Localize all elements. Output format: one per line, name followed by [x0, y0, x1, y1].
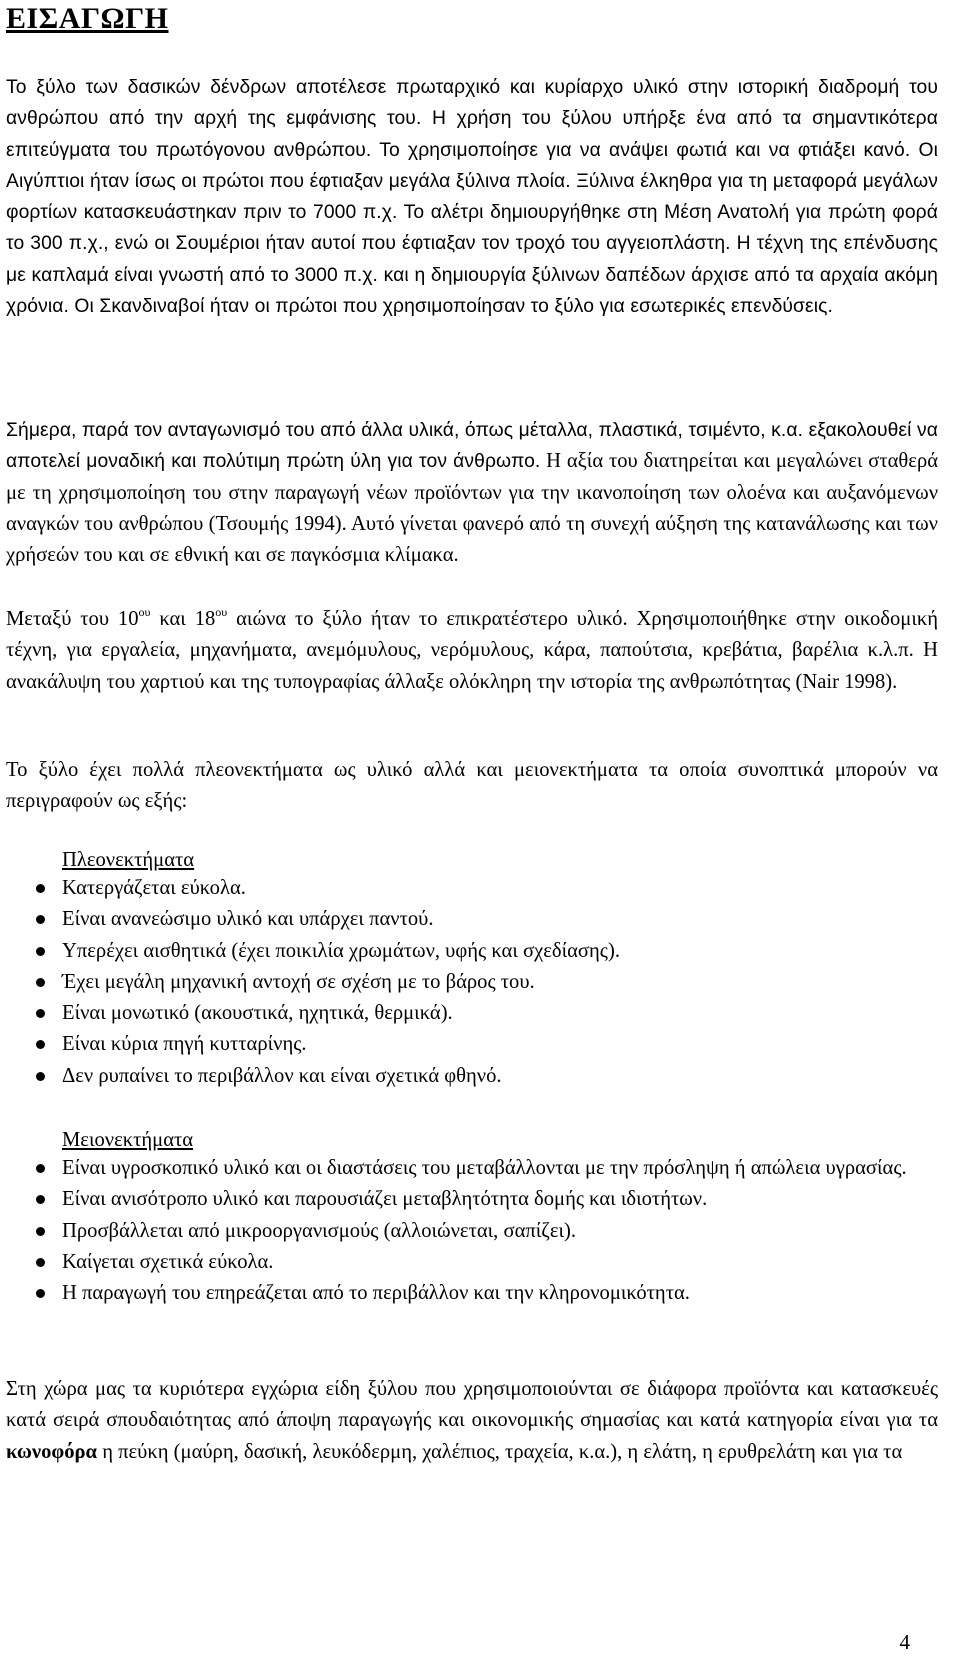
intro-text-2-sans: Σήμερα, παρά τον ανταγωνισμό του από άλλα υλικά, όπως μέταλλα, πλαστικά, τσιμέντο, κ.α. εξακολουθεί να αποτελεί μοναδική και πολύτιμη πρώτη ύλη για τον άνθρωπο.	[6, 420, 938, 473]
closing-pre: Στη χώρα μας τα κυριότερα εγχώρια είδη ξύλου που χρησιμοποιούνται σε διάφορα προϊόντα και κατασκευές κατά σειρά σπουδαιότητας από άποψη παραγωγής και οικονομικής σημασίας και κατά κατηγορία είναι για τα	[6, 1378, 938, 1432]
list-item: Δεν ρυπαίνει το περιβάλλον και είναι σχετικά φθηνό.	[6, 1061, 938, 1092]
summary-paragraph	[6, 755, 938, 818]
history-post: αιώνα το ξύλο ήταν το επικρατέστερο υλικό. Χρησιμοποιήθηκε στην οικοδομική τέχνη, για εργαλεία, μηχανήματα, ανεμόμυλους, νερόμυλους, κάρα, παπούτσια, κρεβάτια, βαρέλια κ.λ.π. Η ανακάλυψη του χαρτιού και της τυπογραφίας άλλαξε ολόκληρη την ιστορία της ανθρωπότητας (Nair 1998).	[6, 608, 939, 693]
history-paragraph	[6, 604, 938, 698]
closing-bold: κωνοφόρα	[6, 1440, 98, 1463]
list-item: Καίγεται σχετικά εύκολα.	[6, 1247, 938, 1278]
list-item: Είναι ανανεώσιμο υλικό και υπάρχει παντού.	[6, 904, 938, 935]
intro-text-1: Το ξύλο των δασικών δένδρων αποτέλεσε πρωταρχικό και κυρίαρχο υλικό στην ιστορική διαδρομή του ανθρώπου από την αρχή της εμφάνισης του. Η χρήση του ξύλου υπήρξε ένα από τα σημαντικότερα επιτεύγματα του πρωτόγονου ανθρώπου. Το χρησιμοποίησε για να ανάψει φωτιά και να φτιάξει κανό. Οι Αιγύπτιοι ήταν ίσως οι πρώτοι που έφτιαξαν μεγάλα ξύλινα πλοία. Ξύλινα έλκηθρα για τη μεταφορά μεγάλων φορτίων κατασκευάστηκαν πριν το 7000 π.χ. Το αλέτρι δημιουργήθηκε στη Μέση Ανατολή για πρώτη φορά το 300 π.χ., ενώ οι Σουμέριοι ήταν αυτοί που έφτιαξαν τον τροχό του αγγειοπλάστη. Η τέχνη της επένδυσης με καπλαμά είναι γνωστή από το 3000 π.χ. και η δημιουργία ξύλινων δαπέδων άρχισε από τα αρχαία ακόμη χρόνια. Οι Σκανδιναβοί ήταν οι πρώτοι που χρησιμοποίησαν το ξύλο για εσωτερικές επενδύσεις.	[6, 77, 938, 318]
list-item: Είναι ανισότροπο υλικό και παρουσιάζει μεταβλητότητα δομής και ιδιοτήτων.	[6, 1184, 938, 1215]
list-item: Κατεργάζεται εύκολα.	[6, 873, 938, 904]
list-item: Είναι υγροσκοπικό υλικό και οι διαστάσεις του μεταβάλλονται με την πρόσληψη ή απώλεια υγρασίας.	[6, 1153, 938, 1184]
disadvantages-heading: Μειονεκτήματα	[62, 1129, 194, 1151]
closing-paragraph	[6, 1374, 938, 1468]
page-number: 4	[899, 1630, 910, 1654]
history-pre: Μεταξύ του 10	[6, 608, 139, 630]
list-item: Προσβάλλεται από μικροοργανισμούς (αλλοιώνεται, σαπίζει).	[6, 1216, 938, 1247]
closing-text	[6, 1374, 938, 1468]
list-item: Η παραγωγή του επηρεάζεται από το περιβάλλον και την κληρονομικότητα.	[6, 1278, 938, 1309]
intro-paragraph-2	[6, 415, 938, 571]
advantages-heading: Πλεονεκτήματα	[62, 849, 195, 871]
history-mid: και 18	[150, 608, 216, 630]
list-item: Είναι κύρια πηγή κυτταρίνης.	[6, 1029, 938, 1060]
summary-text: Το ξύλο έχει πολλά πλεονεκτήματα ως υλικό αλλά και μειονεκτήματα τα οποία συνοπτικά μπορούν να περιγραφούν ως εξής:	[6, 759, 938, 813]
intro-text-2	[6, 415, 938, 571]
list-item: Είναι μονωτικό (ακουστικά, ηχητικά, θερμικά).	[6, 998, 938, 1029]
intro-text-2-serif: Η αξία του διατηρείται και μεγαλώνει σταθερά με τη χρησιμοποίηση του στην παραγωγή νέων προϊόντων για την ικανοποίηση των ολοένα και αυξανόμενων αναγκών του ανθρώπου (Τσουμής 1994). Αυτό γίνεται φανερό από τη συνεχή αύξηση της κατανάλωσης και των χρήσεών του και σε εθνική και σε παγκόσμια κλίμακα.	[6, 450, 939, 567]
history-text	[6, 604, 938, 698]
intro-paragraph-1	[6, 72, 938, 322]
page-title: ΕΙΣΑΓΩΓΗ	[6, 2, 169, 35]
list-item: Υπερέχει αισθητικά (έχει ποικιλία χρωμάτων, υφής και σχεδίασης).	[6, 936, 938, 967]
list-item: Έχει μεγάλη μηχανική αντοχή σε σχέση με το βάρος του.	[6, 967, 938, 998]
disadvantages-list	[6, 1153, 938, 1309]
advantages-list	[6, 873, 938, 1092]
closing-post: η πεύκη (μαύρη, δασική, λευκόδερμη, χαλέπιος, τραχεία, κ.α.), η ελάτη, η ερυθρελάτη και για τα	[97, 1440, 903, 1463]
history-sup-1: ου	[138, 605, 151, 619]
history-sup-2: ου	[215, 605, 228, 619]
